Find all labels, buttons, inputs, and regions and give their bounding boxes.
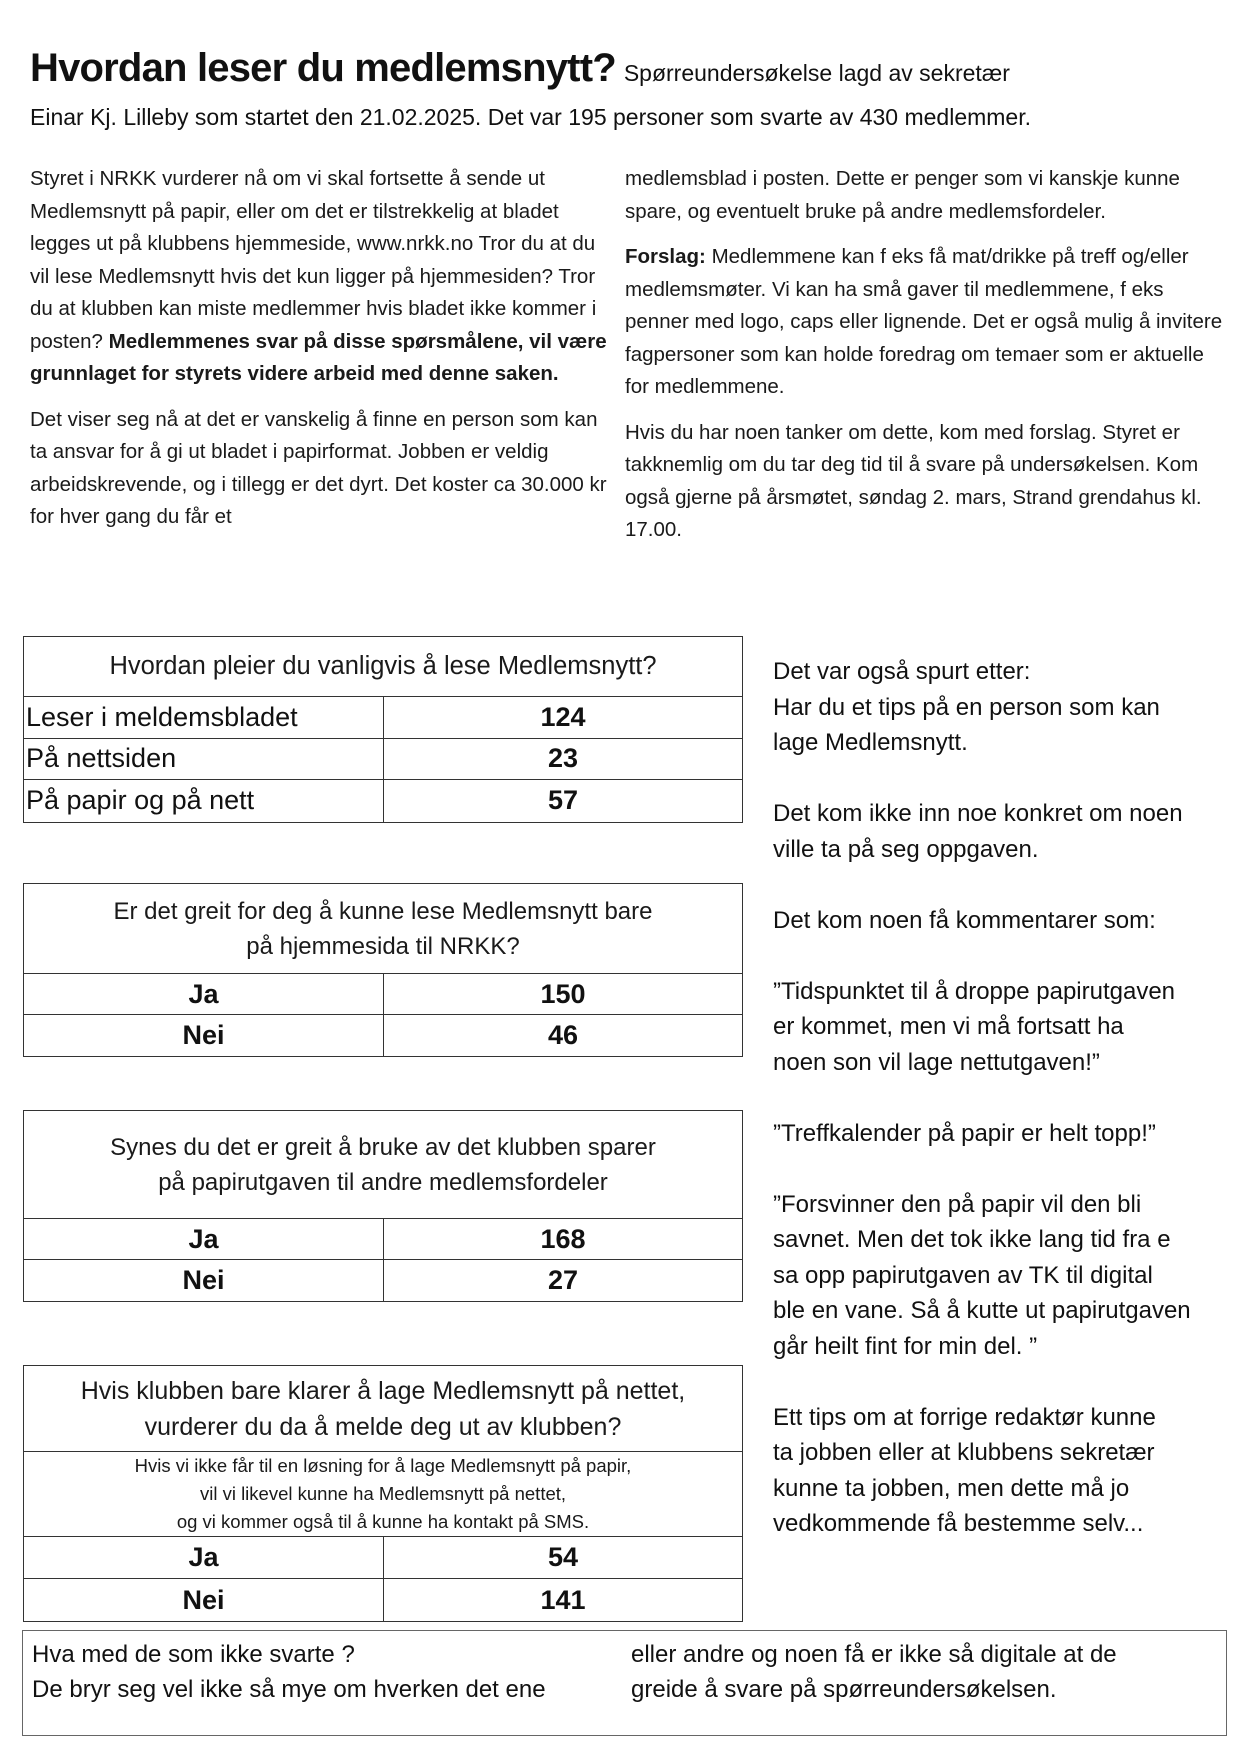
table-row <box>24 1579 742 1621</box>
answer-count: 54 <box>547 1542 579 1572</box>
survey-table-web-only-ok <box>23 883 743 1057</box>
comment-quote-3: ble en vane. Så å kutte ut papirutgaven <box>773 1297 1191 1324</box>
note-line-3: og vi kommer også til å kunne ha kontakt på SMS. <box>176 1511 590 1532</box>
spacer <box>773 761 1233 797</box>
intro-left-column <box>30 163 615 534</box>
comments-sidebar <box>773 654 1233 1542</box>
spacer <box>773 938 1233 974</box>
intro-paragraph-1-emphasis: Medlemmenes svar på disse spørsmålene, vil være grunnlaget for styrets videre arbeid med denne saken. <box>30 329 607 385</box>
tip-text: Ett tips om at forrige redaktør kunne <box>773 1403 1156 1431</box>
answer-label: Ja <box>24 974 384 1014</box>
intro-paragraph-1-text: Styret i NRKK vurderer nå om vi skal fortsette å sende ut Medlemsnytt på papir, eller om det er tilstrekkelig at bladet legges ut på klubbens hjemmeside, www.nrkk.no Tror du at du vil lese Medlemsnytt hvis det kun ligger på hjemmesiden? Tror du at klubben kan miste medlemmer hvis bladet ikke kommer i posten? <box>30 167 597 353</box>
answer-count: 124 <box>540 701 586 732</box>
spacer <box>773 1080 1233 1116</box>
suggestion-label: Forslag: <box>625 245 706 268</box>
question-text-line-1: Synes du det er greit å bruke av det klubben sparer <box>110 1133 656 1161</box>
table-row <box>24 1219 742 1260</box>
tip-text: vedkommende få bestemme selv... <box>773 1510 1144 1537</box>
answer-label: Ja <box>24 1219 384 1259</box>
question-text-line-2: vurderer du da å melde deg ut av klubben? <box>144 1412 622 1441</box>
page-title-line <box>30 46 1230 91</box>
suggestion-text: Medlemmene kan f eks få mat/drikke på treff og/eller medlemsmøter. Vi kan ha små gaver til medlemmene, f eks penner med logo, caps eller lignende. Det er også mulig å invitere fagpersoner som kan holde foredrag om temaer som er aktuelle for medlemmene. <box>625 245 1223 398</box>
note-line-1: Hvis vi ikke får til en løsning for å lage Medlemsnytt på papir, <box>134 1455 632 1476</box>
table-row <box>24 974 742 1015</box>
answer-label: Nei <box>24 1579 384 1621</box>
comment-quote-3: ”Forsvinner den på papir vil den bli <box>773 1190 1142 1218</box>
suggestion-paragraph <box>625 241 1225 404</box>
sidebar-text: Det kom ikke inn noe konkret om noen <box>773 800 1183 827</box>
closing-paragraph: Hvis du har noen tanker om dette, kom med forslag. Styret er takknemlig om du tar deg tid til å svare på undersøkelsen. Kom også gjerne på årsmøtet, søndag 2. mars, Strand grendahus kl. 17.00. <box>625 420 1202 541</box>
table-note <box>24 1452 742 1537</box>
intro-paragraph-1 <box>30 163 615 391</box>
question-text-line-1: Er det greit for deg å kunne lese Medlemsnytt bare <box>113 897 653 925</box>
table-row <box>24 780 742 822</box>
table-row <box>24 1260 742 1301</box>
box-text: Hva med de som ikke svarte ? <box>32 1641 355 1668</box>
sidebar-text: ville ta på seg oppgaven. <box>773 835 1039 863</box>
comment-quote-2: ”Treffkalender på papir er helt topp!” <box>773 1119 1156 1147</box>
box-text: eller andre og noen få er ikke så digitale at de <box>631 1641 1117 1668</box>
question-text: Hvordan pleier du vanligvis å lese Medlemsnytt? <box>109 652 657 680</box>
intro-paragraph-2: Det viser seg nå at det er vanskelig å finne en person som kan ta ansvar for å gi ut bladet i papirformat. Jobben er veldig arbeidskrevende, og i tillegg er det dyrt. Det koster ca 30.000 kr for hver gang du får et <box>30 407 607 528</box>
table-row <box>24 1537 742 1579</box>
answer-count: 27 <box>547 1265 579 1295</box>
answer-count: 168 <box>540 1223 586 1254</box>
spacer <box>773 1151 1233 1187</box>
answer-label: På nettsiden <box>24 739 384 780</box>
table-row <box>24 739 742 781</box>
answer-count: 150 <box>540 978 586 1009</box>
answer-count: 46 <box>547 1020 579 1050</box>
comment-quote-1: ”Tidspunktet til å droppe papirutgaven <box>773 977 1176 1005</box>
sidebar-text: Det kom noen få kommentarer som: <box>773 906 1156 934</box>
answer-count: 141 <box>540 1584 586 1615</box>
table-row <box>24 697 742 739</box>
page-subtitle: Spørreundersøkelse lagd av sekretær <box>623 60 1010 86</box>
question-text-line-2: på papirutgaven til andre medlemsfordeler <box>158 1168 608 1196</box>
table-question <box>24 884 742 974</box>
survey-table-reading-habit <box>23 636 743 823</box>
answer-label: På papir og på nett <box>24 780 384 822</box>
survey-table-leave-club <box>23 1365 743 1622</box>
note-line-2: vil vi likevel kunne ha Medlemsnytt på nettet, <box>199 1483 567 1504</box>
tip-text: kunne ta jobben, men dette må jo <box>773 1474 1130 1502</box>
survey-table-member-benefits <box>23 1110 743 1302</box>
tip-text: ta jobben eller at klubbens sekretær <box>773 1439 1155 1466</box>
page-title: Hvordan leser du medlemsnytt? <box>30 46 616 90</box>
question-text-line-2: på hjemmesida til NRKK? <box>246 932 520 960</box>
comment-quote-1: noen son vil lage nettutgaven!” <box>773 1048 1100 1076</box>
answer-label: Leser i meldemsbladet <box>24 697 384 738</box>
answer-count: 23 <box>547 743 579 774</box>
table-question <box>24 637 742 697</box>
answer-label: Nei <box>24 1015 384 1056</box>
intro-right-column <box>625 163 1225 547</box>
answer-label: Ja <box>24 1537 384 1578</box>
sidebar-text: lage Medlemsnytt. <box>773 729 968 756</box>
spacer <box>773 1364 1233 1400</box>
comment-quote-3: sa opp papirutgaven av TK til digital <box>773 1261 1153 1289</box>
question-text-line-1: Hvis klubben bare klarer å lage Medlemsnytt på nettet, <box>80 1376 686 1405</box>
box-text: greide å svare på spørreundersøkelsen. <box>631 1676 1057 1703</box>
sidebar-text: Har du et tips på en person som kan <box>773 693 1160 721</box>
non-respondents-right <box>631 1637 1221 1707</box>
non-respondents-box <box>22 1630 1227 1736</box>
table-question <box>24 1111 742 1219</box>
table-row <box>24 1015 742 1056</box>
page-subtitle-continued: Einar Kj. Lilleby som startet den 21.02.2025. Det var 195 personer som svarte av 430 medlemmer. <box>30 104 1032 130</box>
spacer <box>773 867 1233 903</box>
answer-label: Nei <box>24 1260 384 1301</box>
non-respondents-left <box>32 1637 632 1707</box>
intro-paragraph-3: medlemsblad i posten. Dette er penger som vi kanskje kunne spare, og eventuelt bruke på andre medlemsfordeler. <box>625 167 1180 223</box>
sidebar-text: Det var også spurt etter: <box>773 658 1031 685</box>
comment-quote-3: savnet. Men det tok ikke lang tid fra e <box>773 1226 1171 1253</box>
table-question <box>24 1366 742 1452</box>
box-text: De bryr seg vel ikke så mye om hverken det ene <box>32 1676 546 1703</box>
answer-count: 57 <box>547 785 579 816</box>
comment-quote-1: er kommet, men vi må fortsatt ha <box>773 1013 1124 1040</box>
comment-quote-3: går heilt fint for min del. ” <box>773 1332 1038 1360</box>
